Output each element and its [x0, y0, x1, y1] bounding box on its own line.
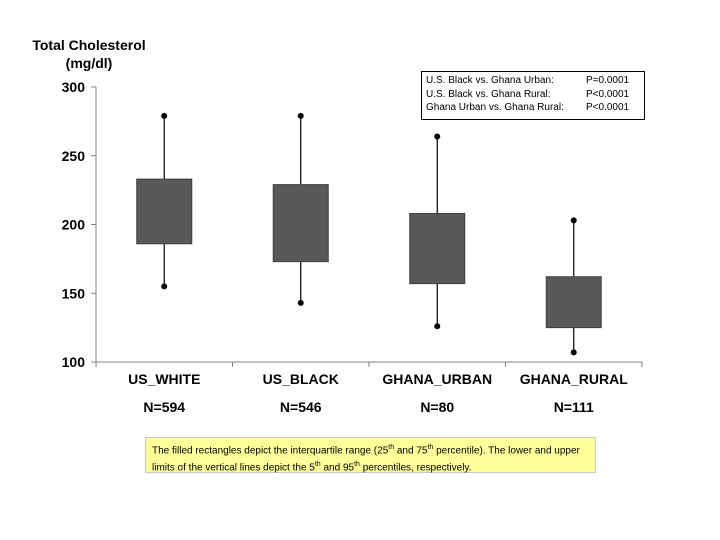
note-text: percentiles, respectively. [359, 462, 472, 474]
iqr-box [273, 185, 328, 262]
stat-label: Ghana Urban vs. Ghana Rural: [426, 102, 564, 113]
stat-label: U.S. Black vs. Ghana Urban: [426, 75, 554, 86]
y-tick-label: 300 [61, 79, 85, 95]
sample-size-label: N=546 [279, 399, 322, 415]
stat-row [426, 74, 640, 88]
note-sup: th [314, 461, 321, 469]
percentile-5-marker [298, 300, 304, 306]
stat-p-value: P<0.0001 [586, 102, 630, 113]
note-sup: th [388, 444, 395, 451]
percentile-95-marker [161, 113, 167, 119]
iqr-box [410, 214, 465, 284]
note-sup: th [427, 444, 434, 451]
note-sup: th [354, 461, 360, 469]
y-axis-title-line-2: (mg/dl) [65, 55, 113, 71]
x-category-label: US_WHITE [128, 371, 201, 387]
percentile-95-marker [434, 134, 440, 140]
percentile-95-marker [571, 217, 577, 223]
x-category-label: GHANA_RURAL [519, 371, 628, 387]
p-value-box [421, 71, 645, 120]
y-tick-label: 100 [61, 354, 85, 370]
note-text: and 75 [394, 445, 428, 457]
stat-p-value: P<0.0001 [586, 88, 630, 100]
footnote-box [145, 437, 596, 473]
sample-size-label: N=80 [420, 399, 455, 415]
percentile-5-marker [571, 349, 577, 355]
y-tick-label: 200 [61, 216, 85, 233]
y-axis-title-line-1: Total Cholesterol [32, 37, 146, 53]
stat-label: U.S. Black vs. Ghana Rural: [426, 88, 551, 100]
percentile-5-marker [434, 323, 440, 329]
stat-row [426, 88, 640, 102]
x-category-label: US_BLACK [262, 371, 339, 387]
y-tick-label: 250 [61, 147, 85, 164]
percentile-5-marker [161, 283, 167, 289]
percentile-95-marker [298, 113, 304, 119]
note-text: percentile). The lower and upper limits of the vertical lines depict the 5 [152, 445, 580, 474]
sample-size-label: N=594 [143, 399, 186, 415]
sample-size-label: N=111 [553, 399, 594, 415]
note-text: The filled rectangles depict the interquartile range (25 [152, 445, 389, 457]
iqr-box [546, 277, 601, 328]
stat-row [426, 101, 640, 115]
stat-p-value: P=0.0001 [586, 75, 630, 86]
x-category-label: GHANA_URBAN [382, 371, 493, 387]
y-tick-label: 150 [61, 285, 85, 302]
iqr-box [137, 179, 192, 244]
note-text: and 95 [320, 462, 355, 474]
